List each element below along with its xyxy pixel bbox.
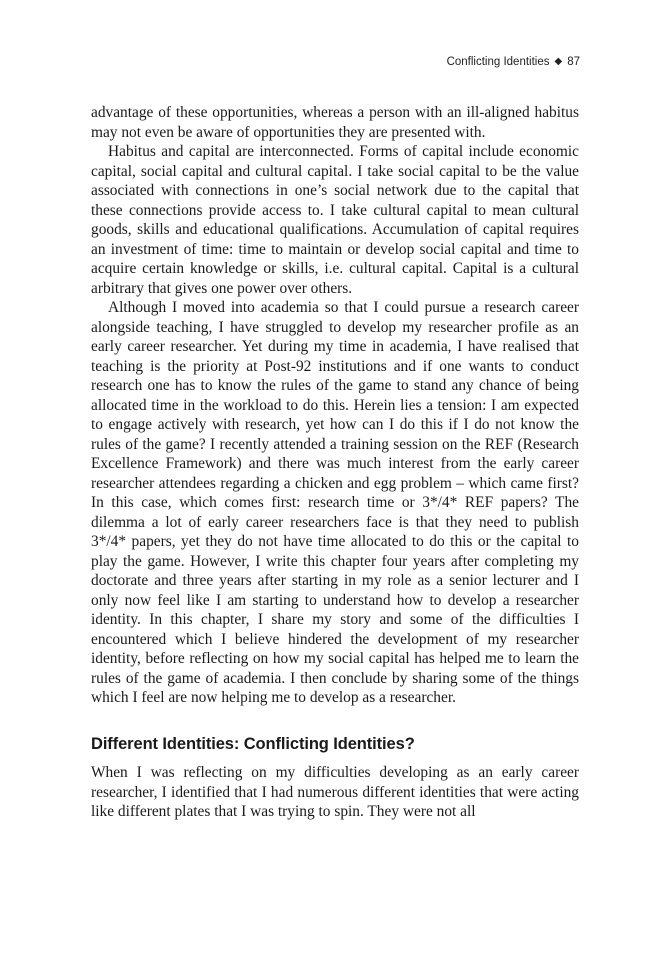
running-head	[91, 56, 580, 68]
running-head-title: Conflicting Identities	[446, 56, 550, 68]
page-number: 87	[567, 56, 580, 68]
paragraph-continued: advantage of these opportunities, whereas a person with an ill-aligned habitus may not even be aware of opportunities they are presented with.	[91, 104, 579, 141]
paragraph-section-start: When I was reflecting on my difficulties developing as an early career researcher, I identified that I had numerous different identities that were acting like different plates that I was trying to spin. They were not all	[91, 764, 579, 820]
section-heading: Different Identities: Conflicting Identities?	[91, 734, 415, 753]
paragraph-academia: Although I moved into academia so that I could pursue a research career alongside teaching, I have struggled to develop my researcher profile as an early career researcher. Yet during my time in academia, I have realised that teaching is the priority at Post-92 institutions and if one wants to conduct research one has to know the rules of the game to stand any chance of being allocated time in the workload to do this. Herein lies a tension: I am expected to engage actively with research, yet how can I do this if I do not know the rules of the game? I recently attended a training session on the REF (Research Excellence Framework) and there was much interest from the early career researcher attendees regarding a chicken and egg problem – which came first? In this case, which comes first: research time or 3*/4* REF papers? The dilemma a lot of early career researchers face is that they need to publish 3*/4* papers, yet they do not have time allocated to do this or the capital to play the game. However, I write this chapter four years after completing my doctorate and three years after starting in my role as a senior lecturer and I only now feel like I am starting to understand how to develop a researcher identity. In this chapter, I share my story and some of the difficulties I encountered which I believe hindered the development of my researcher identity, before reflecting on how my social capital has helped me to learn the rules of the game of academia. I then conclude by sharing some of the things which I feel are now helping me to develop as a researcher.	[91, 299, 579, 706]
paragraph-habitus-capital: Habitus and capital are interconnected. Forms of capital include economic capital, social capital and cultural capital. I take social capital to be the value associated with connections in one’s social network due to the capital that these connections provide access to. I take cultural capital to mean cultural goods, skills and educational qualifications. Accumulation of capital requires an investment of time: time to maintain or develop social capital and time to acquire certain knowledge or skills, i.e. cultural capital. Capital is a cultural arbitrary that gives one power over others.	[91, 143, 579, 297]
diamond-separator-icon: ◆	[554, 56, 563, 67]
body-text	[91, 103, 579, 822]
